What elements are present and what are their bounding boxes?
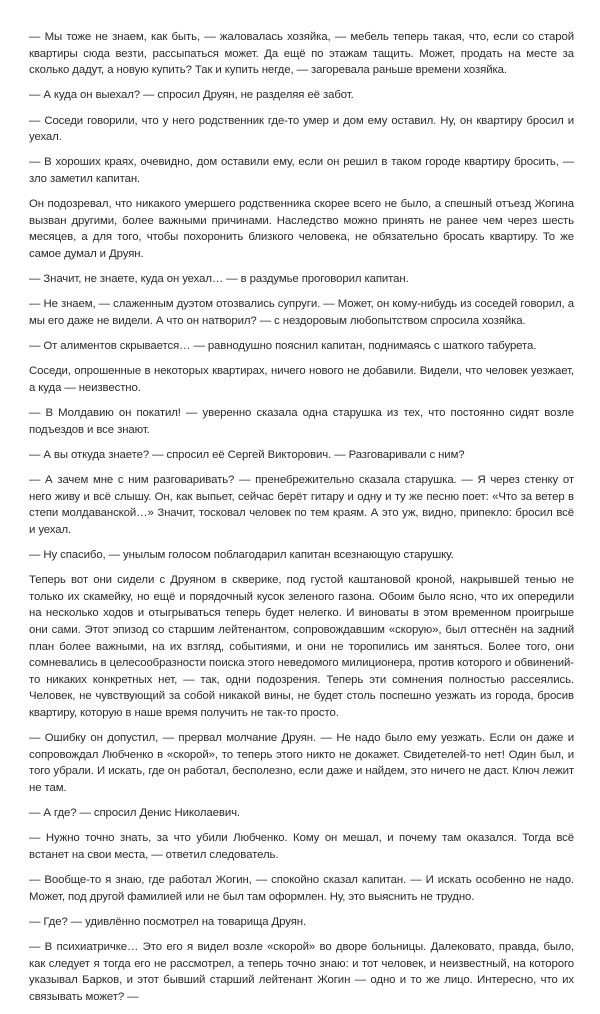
paragraph: — Мы тоже не знаем, как быть, — жаловалась хозяйка, — мебель теперь такая, что, если со старой квартиры сюда везти, рассыпаться может. Да ещё по этажам тащить. Может, продать на месте за сколько дадут, а новую купить? Так и купить негде, — загоревала раньше времени хозяйка.	[29, 31, 574, 77]
document-page	[29, 29, 574, 1014]
paragraph: — Вообще-то я знаю, где работал Жогин, — спокойно сказал капитан. — И искать особенно не надо. Может, под другой фамилией или не был там оформлен. Ну, это выяснить не трудно.	[29, 874, 574, 903]
paragraph: Он подозревал, что никакого умершего родственника скорее всего не было, а спешный отъезд Жогина вызван другими, более важными причинами. Наследство можно принять не ранее чем через шесть месяцев, а для того, чтобы похоронить близкого человека, не обязательно бросать квартиру. То же самое думал и Друян.	[29, 198, 574, 260]
paragraph: — В хороших краях, очевидно, дом оставили ему, если он решил в таком городе квартиру бросить, — зло заметил капитан.	[29, 156, 574, 185]
paragraph: — Ну спасибо, — унылым голосом поблагодарил капитан всезнающую старушку.	[29, 548, 454, 561]
paragraph: — А куда он выехал? — спросил Друян, не разделяя её забот.	[29, 89, 354, 102]
paragraph: — Где? — удивлённо посмотрел на товарища Друян.	[29, 915, 307, 928]
paragraph: — Значит, не знаете, куда он уехал… — в раздумье проговорил капитан.	[29, 273, 409, 286]
paragraph: — Соседи говорили, что у него родственник где-то умер и дом ему оставил. Ну, он квартиру бросил и уехал.	[29, 114, 574, 144]
paragraph: — Нужно точно знать, за что убили Любченко. Кому он мешал, и почему там оказался. Тогда всё встанет на свои места, — ответил следователь.	[29, 832, 574, 861]
paragraph: — Не знаем, — слаженным дуэтом отозвались супруги. — Может, он кому-нибудь из соседей говорил, а мы его даже не видели. А что он натворил? — с нездоровым любопытством спросила хозяйка.	[29, 298, 574, 327]
paragraph: Теперь вот они сидели с Друяном в скверике, под густой каштановой кроной, накрывшей тенью не только их скамейку, но ещё и порядочный кусок зеленого газона. Обоим было ясно, что их опередили на несколько ходов и отыгрываться теперь будет нелегко. И виноваты в этом временном проигрыше они сами. Этот эпизод со старшим лейтенантом, сопровождавшим «скорую», был оттеснён на задний план более важными, на их взгляд, событиями, и они не торопились им заняться. Более того, они сомневались в целесообразности поиска этого неведомого милиционера, против которого и обвинений-то никаких конкретных нет, — так, одни подозрения. Теперь эти сомнения полностью рассеялись. Человек, не чувствующий за собой никакой вины, не будет столь поспешно уезжать из города, бросив квартиру, которую в наше время получить не так-то просто.	[29, 574, 574, 719]
paragraph: — А вы откуда знаете? — спросил её Сергей Викторович. — Разговаривали с ним?	[29, 448, 465, 461]
paragraph: Соседи, опрошенные в некоторых квартирах, ничего нового не добавили. Видели, что человек уезжает, а куда — неизвестно.	[29, 365, 574, 394]
paragraph: — В психиатричке… Это его я видел возле «скорой» во дворе больницы. Далековато, правда, было, как следует я тогда его не рассмотрел, а теперь точно знаю: и тот человек, и неизвестный, на которого указывал Барков, и этот бывший старший лейтенант Жогин — одно и то же лицо. Интересно, что их связывать может? —	[29, 941, 574, 1003]
paragraph: — А зачем мне с ним разговаривать? — пренебрежительно сказала старушка. — Я через стенку от него живу и всё слышу. Он, как выпьет, сейчас берёт гитару и одну и ту же песню поет: «Что за ветер в степи молдаванской…» Значит, тосковал человек по тем краям. А это уж, видно, припекло: бросил всё и уехал.	[29, 474, 574, 536]
paragraph: — В Молдавию он покатил! — уверенно сказала одна старушка из тех, что постоянно сидят возле подъездов и все знают.	[29, 407, 574, 436]
paragraph: — Ошибку он допустил, — прервал молчание Друян. — Не надо было ему уезжать. Если он даже и сопровождал Любченко в «скорой», то теперь этого никто не докажет. Свидетелей-то нет! Один был, и того убрали. И искать, где он работал, бесполезно, если даже и найдем, это ничего не даст. Ключ лежит не там.	[29, 732, 574, 794]
paragraph: — А где? — спросил Денис Николаевич.	[29, 807, 240, 820]
paragraph: — От алиментов скрывается… — равнодушно пояснил капитан, поднимаясь с шаткого табурета.	[29, 340, 537, 353]
